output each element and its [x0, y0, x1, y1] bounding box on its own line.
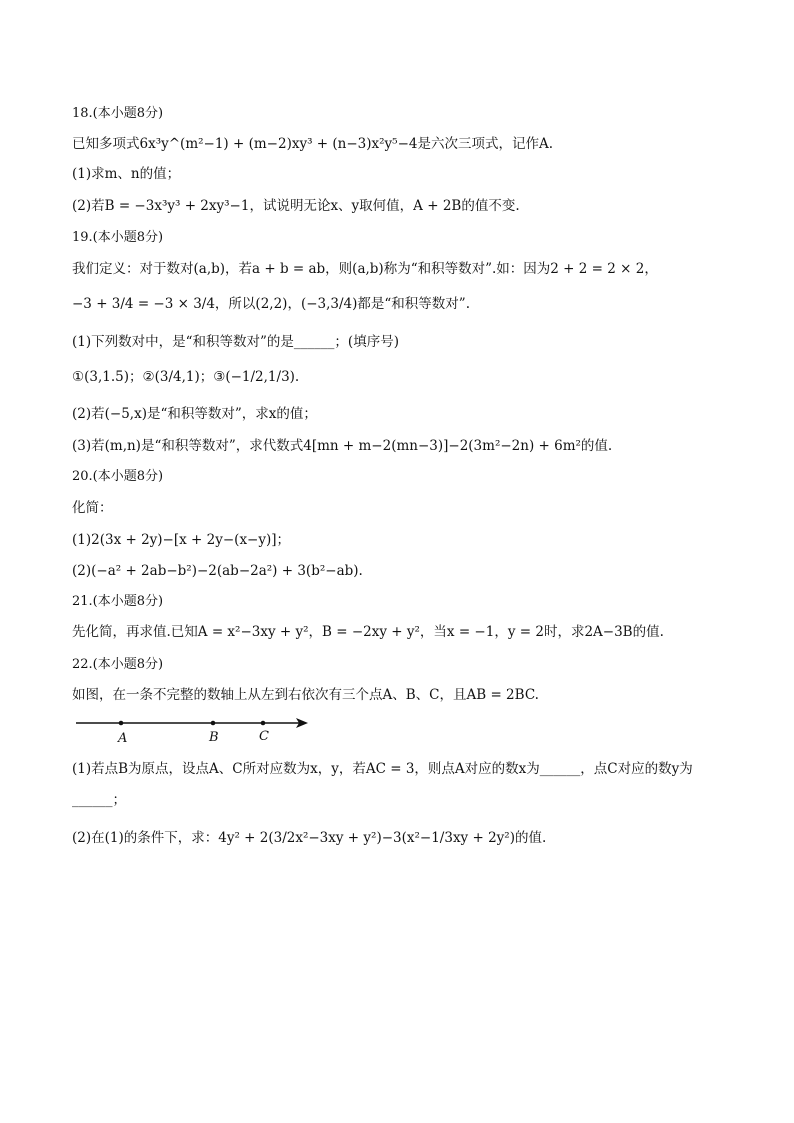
q22-stem: 如图，在一条不完整的数轴上从左到右依次有三个点A、B、C，且AB = 2BC.	[72, 687, 539, 703]
q20-part2: (2)(−a² + 2ab−b²)−2(ab−2a²) + 3(b²−ab).	[72, 563, 363, 579]
point-a-label: A	[118, 731, 128, 746]
q18-header: 18.(本小题8分)	[72, 106, 164, 121]
q19-definition-line1: 我们定义：对于数对(a,b)，若a + b = ab，则(a,b)称为“和积等数对”.如：因为2 + 2 = 2 × 2，	[72, 261, 658, 277]
q21-stem: 先化简，再求值.已知A = x²−3xy + y²，B = −2xy + y²，当x = −1，y = 2时，求2A−3B的值.	[72, 624, 664, 640]
q19-options: ①(3,1.5)；②(3/4,1)；③(−1/2,1/3).	[72, 369, 300, 385]
q22-part1-line2: ______；	[72, 792, 126, 808]
q19-part3: (3)若(m,n)是“和积等数对”，求代数式4[mn + m−2(mn−3)]−2(3m²−2n) + 6m²的值.	[72, 438, 613, 454]
q22-header: 22.(本小题8分)	[72, 657, 164, 672]
q19-part1: (1)下列数对中，是“和积等数对”的是______；(填序号)	[72, 334, 399, 350]
point-b-label: B	[209, 730, 219, 745]
q19-part2: (2)若(−5,x)是“和积等数对”，求x的值；	[72, 406, 317, 422]
q22-part1-line1: (1)若点B为原点，设点A、C所对应数为x，y，若AC = 3，则点A对应的数x为______，点C对应的数y为	[72, 761, 693, 777]
q19-definition-line2: −3 + 3/4 = −3 × 3/4，所以(2,2)，(−3,3/4)都是“和积等数对”.	[72, 296, 470, 312]
point-a	[119, 721, 124, 726]
q20-header: 20.(本小题8分)	[72, 469, 164, 484]
point-b	[211, 721, 216, 726]
q18-part2: (2)若B = −3x³y³ + 2xy³−1，试说明无论x、y取何值，A + 2B的值不变.	[72, 198, 520, 214]
q21-header: 21.(本小题8分)	[72, 594, 164, 609]
point-c-label: C	[259, 729, 269, 744]
q20-stem: 化简：	[72, 500, 113, 516]
point-c	[261, 721, 266, 726]
q19-header: 19.(本小题8分)	[72, 230, 164, 245]
q20-part1: (1)2(3x + 2y)−[x + 2y−(x−y)]；	[72, 532, 291, 548]
q22-part2: (2)在(1)的条件下，求：4y² + 2(3/2x²−3xy + y²)−3(x²−1/3xy + 2y²)的值.	[72, 830, 547, 846]
number-line-figure	[72, 712, 322, 748]
q18-stem: 已知多项式6x³y^(m²−1) + (m−2)xy³ + (n−3)x²y⁵−4是六次三项式，记作A.	[72, 136, 554, 152]
q18-part1: (1)求m、n的值；	[72, 166, 181, 182]
